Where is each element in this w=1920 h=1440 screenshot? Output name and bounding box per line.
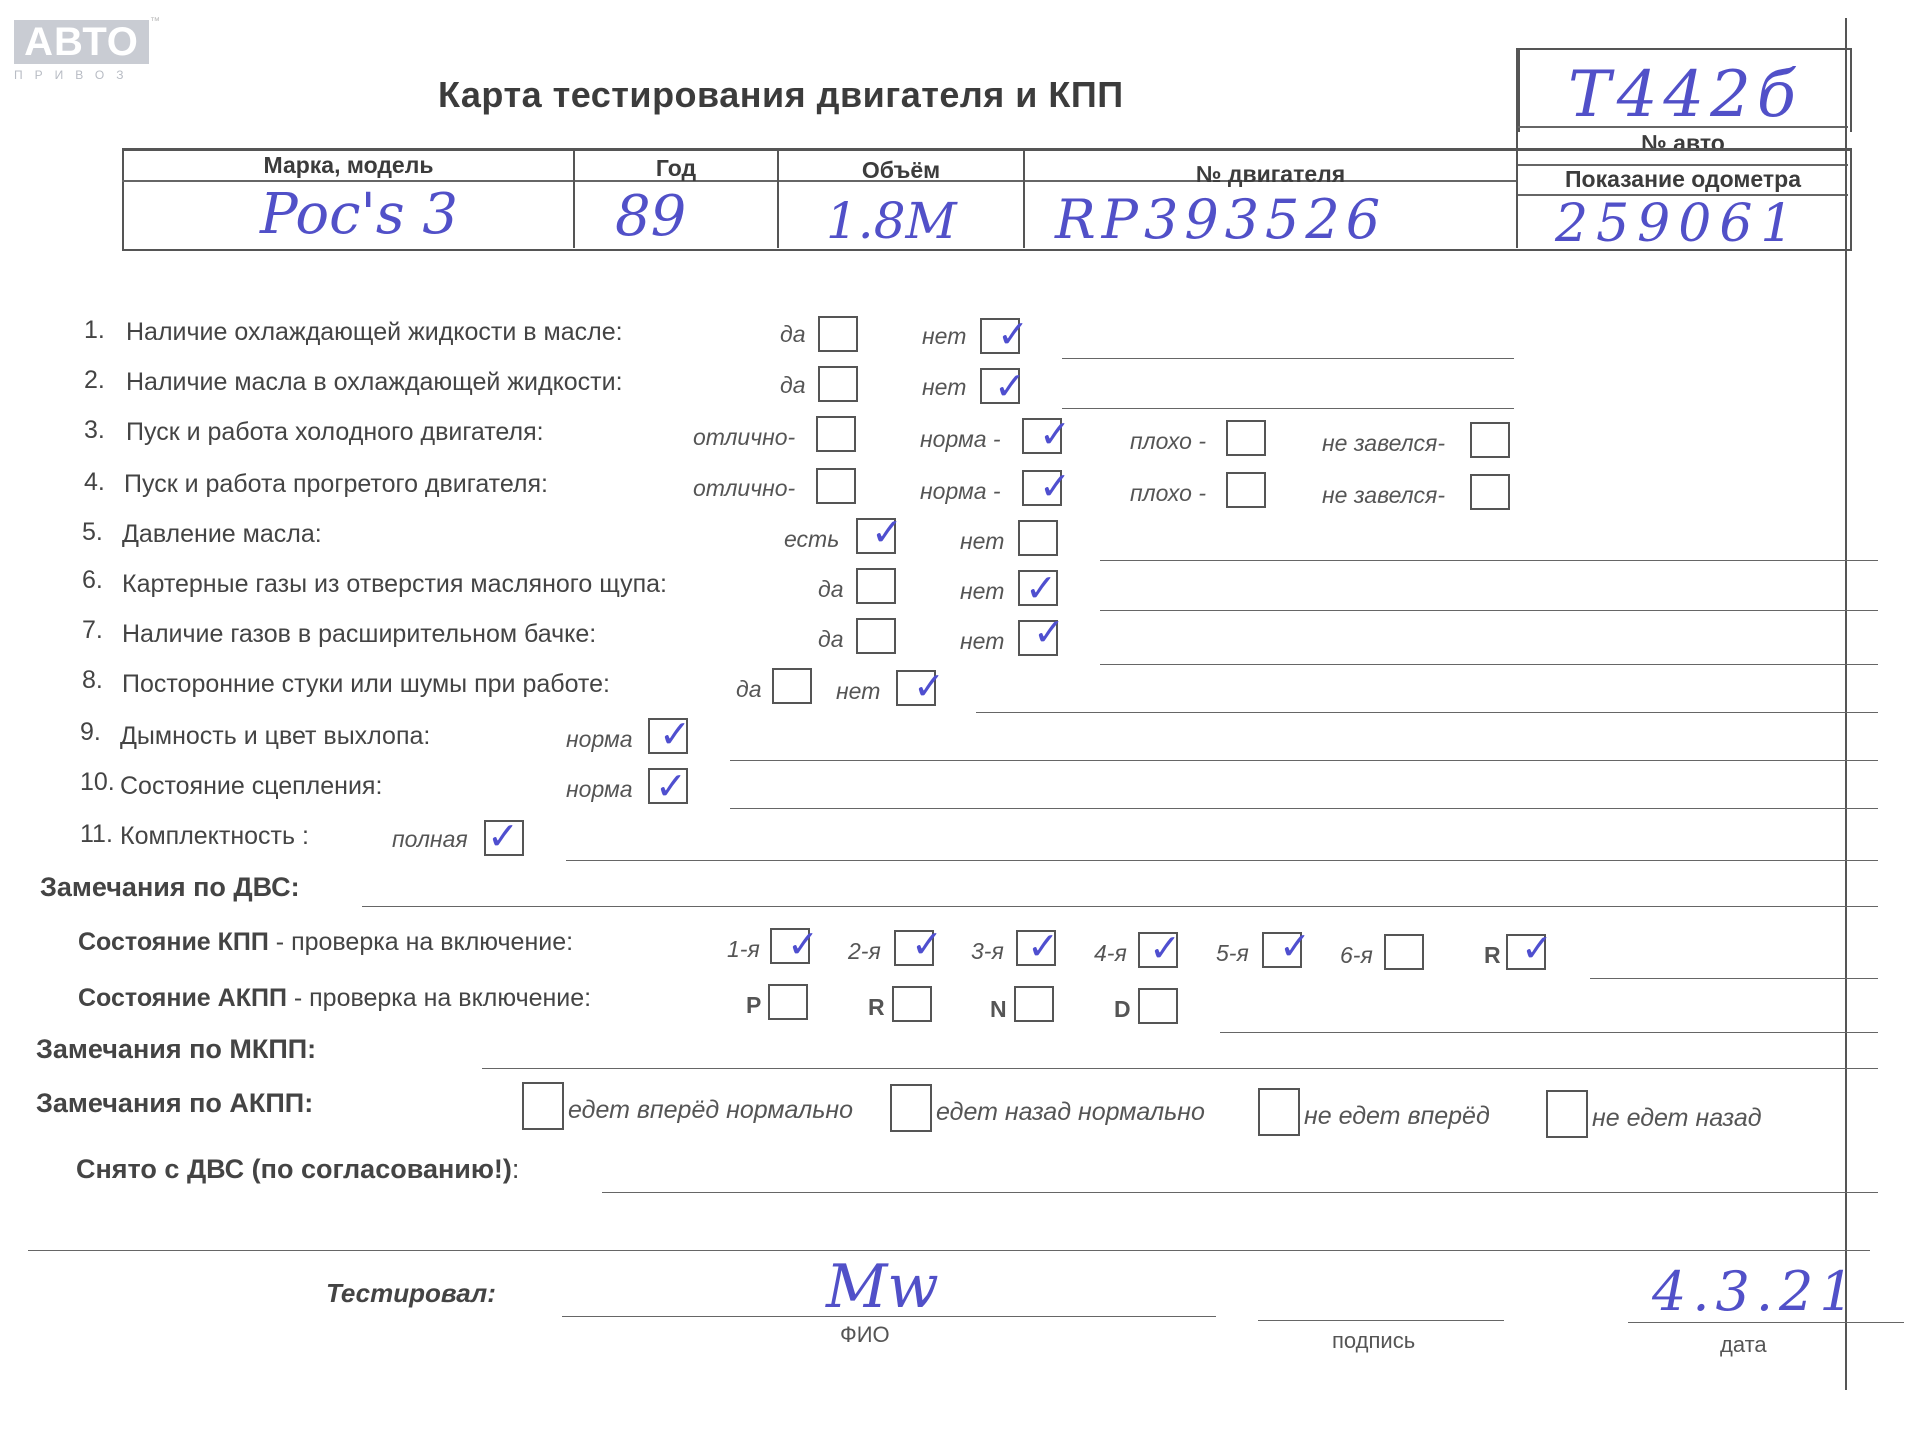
fio-label: ФИО (840, 1322, 890, 1347)
check-mark: ✓ (1033, 610, 1065, 654)
item-label-10: Состояние сцепления: (120, 772, 383, 800)
mkpp-remarks-line (482, 1068, 1878, 1069)
logo-subtitle: ПРИВОЗ (14, 68, 136, 82)
checkbox-mode-r[interactable] (892, 986, 932, 1022)
separator-line (28, 1250, 1870, 1251)
date-line (1628, 1322, 1904, 1323)
remark-line (730, 808, 1878, 809)
option-label: плохо - (1130, 480, 1206, 506)
item-label-4: Пуск и работа прогретого двигателя: (124, 470, 548, 498)
gear-label: 5-я (1216, 940, 1249, 966)
option-label: не завелся- (1322, 430, 1446, 456)
fio-line (562, 1316, 1216, 1317)
checkbox-8-yes[interactable] (772, 668, 812, 704)
checkbox-4-excellent[interactable] (816, 468, 856, 504)
value-model: Poc's 3 (260, 182, 459, 247)
remark-line (1062, 408, 1514, 409)
option-label: есть (784, 526, 840, 552)
option-label: нет (960, 528, 1005, 554)
mode-label: D (1114, 996, 1131, 1022)
checkbox-4-bad[interactable] (1226, 472, 1266, 508)
akpp-check-label (78, 984, 591, 1013)
remark-line (1100, 664, 1878, 665)
check-mark: ✓ (1279, 924, 1311, 968)
remark-line (730, 760, 1878, 761)
kpp-check-label (78, 928, 573, 957)
option-label: не завелся- (1322, 482, 1446, 508)
option-label: да (818, 576, 844, 602)
item-number: 5. (82, 518, 103, 546)
mkpp-remarks-label: Замечания по МКПП: (36, 1034, 317, 1064)
check-mark: ✓ (1521, 926, 1553, 970)
gear-label: 6-я (1340, 942, 1373, 968)
item-number: 8. (82, 666, 103, 694)
car-number-value: Т442б (1568, 58, 1802, 132)
option-label: норма (566, 726, 633, 752)
option-label: да (736, 676, 762, 702)
kpp-remark-line (1590, 978, 1878, 979)
checkbox-akpp-forward-ok[interactable] (522, 1082, 564, 1130)
value-year: 89 (615, 184, 687, 249)
item-number: 1. (84, 316, 105, 344)
removed-label (76, 1154, 519, 1185)
akpp-option-label: едет вперёд нормально (568, 1096, 854, 1124)
item-label-5: Давление масла: (122, 520, 322, 548)
kpp-rest: - проверка на включение: (268, 928, 574, 956)
mode-label: P (746, 992, 762, 1018)
checkbox-mode-d[interactable] (1138, 988, 1178, 1024)
mode-label: N (990, 996, 1007, 1022)
value-engine-number: RP393526 (1055, 188, 1387, 251)
item-label-3: Пуск и работа холодного двигателя: (126, 418, 544, 446)
checkbox-5-no[interactable] (1018, 520, 1058, 556)
checkbox-mode-n[interactable] (1014, 986, 1054, 1022)
removed-rest: (по согласованию!) (244, 1154, 512, 1184)
gear-label: 3-я (971, 938, 1004, 964)
check-mark: ✓ (1149, 926, 1181, 970)
check-mark: ✓ (913, 664, 945, 708)
remark-line (566, 860, 1878, 861)
option-label: нет (922, 323, 967, 349)
item-label-2: Наличие масла в охлаждающей жидкости: (126, 368, 623, 396)
checkbox-akpp-back-ok[interactable] (890, 1084, 932, 1132)
checkbox-3-excellent[interactable] (816, 416, 856, 452)
check-mark: ✓ (997, 312, 1029, 356)
removed-line (602, 1192, 1878, 1193)
checkbox-1-yes[interactable] (818, 316, 858, 352)
option-label: нет (836, 678, 881, 704)
item-number: 11. (80, 820, 113, 848)
option-label: норма (566, 776, 633, 802)
header-engine-number: № двигателя (1195, 161, 1346, 187)
check-mark: ✓ (1025, 566, 1057, 610)
date-label: дата (1720, 1332, 1767, 1357)
check-mark: ✓ (787, 922, 819, 966)
check-mark: ✓ (659, 712, 691, 756)
checkbox-gear-6[interactable] (1384, 934, 1424, 970)
checkbox-mode-p[interactable] (768, 984, 808, 1020)
signature-line (1258, 1320, 1504, 1321)
gear-label: 1-я (727, 936, 760, 962)
remark-line (976, 712, 1878, 713)
date-value: 4.3.21 (1652, 1260, 1860, 1323)
mode-label: R (868, 994, 885, 1020)
akpp-option-label: не едет вперёд (1304, 1102, 1490, 1130)
option-label: отлично- (693, 424, 796, 450)
value-odometer: 259061 (1555, 194, 1802, 254)
gear-label: R (1484, 942, 1501, 968)
gear-label: 2-я (848, 938, 881, 964)
kpp-title: Состояние КПП (78, 928, 269, 956)
item-label-6: Картерные газы из отверстия масляного щупа: (122, 570, 667, 598)
car-number-label: № авто (1641, 130, 1725, 156)
item-number: 3. (84, 416, 105, 444)
check-mark: ✓ (911, 922, 943, 966)
akpp-option-label: не едет назад (1592, 1104, 1762, 1132)
item-number: 7. (82, 616, 103, 644)
dvs-remarks-line (362, 906, 1878, 907)
signature-value: Мw (826, 1252, 939, 1322)
check-mark: ✓ (1039, 464, 1071, 508)
check-mark: ✓ (1027, 924, 1059, 968)
check-mark: ✓ (994, 364, 1026, 408)
option-label: да (818, 626, 844, 652)
remark-line (1100, 610, 1878, 611)
item-label-7: Наличие газов в расширительном бачке: (122, 620, 597, 648)
check-mark: ✓ (655, 764, 687, 808)
akpp-title: Состояние АКПП (78, 984, 287, 1012)
gear-label: 4-я (1094, 940, 1127, 966)
tested-by-label: Тестировал: (326, 1278, 496, 1308)
item-number: 10. (80, 768, 115, 796)
check-mark: ✓ (871, 510, 903, 554)
checkbox-4-no-start[interactable] (1470, 474, 1510, 510)
logo: АВТО (14, 20, 149, 64)
option-label: нет (960, 628, 1005, 654)
item-number: 4. (84, 468, 105, 496)
check-mark: ✓ (1039, 412, 1071, 456)
akpp-remarks-label: Замечания по АКПП: (36, 1088, 314, 1118)
value-volume: 1.8М (826, 192, 957, 250)
option-label: норма - (920, 426, 1001, 452)
checkbox-3-no-start[interactable] (1470, 422, 1510, 458)
remark-line (1100, 560, 1878, 561)
signature-label: подпись (1332, 1328, 1416, 1353)
checkbox-2-yes[interactable] (818, 366, 858, 402)
akpp-option-label: едет назад нормально (936, 1098, 1205, 1126)
option-label: норма - (920, 478, 1001, 504)
dvs-remarks-label: Замечания по ДВС: (40, 872, 300, 902)
akpp-remark-line (1220, 1032, 1878, 1033)
check-mark: ✓ (487, 814, 519, 858)
item-label-11: Комплектность : (120, 822, 309, 850)
item-label-1: Наличие охлаждающей жидкости в масле: (126, 318, 623, 346)
removed-end: : (511, 1154, 520, 1184)
header-odometer: Показание одометра (1565, 166, 1801, 192)
option-label: да (780, 372, 806, 398)
page-title: Карта тестирования двигателя и КПП (438, 74, 1124, 115)
header-volume: Объём (861, 157, 941, 183)
option-label: нет (960, 578, 1005, 604)
item-number: 2. (84, 366, 105, 394)
option-label: плохо - (1130, 428, 1206, 454)
item-label-8: Посторонние стуки или шумы при работе: (122, 670, 610, 698)
checkbox-7-yes[interactable] (856, 618, 896, 654)
option-label: отлично- (693, 475, 796, 501)
removed-bold: Снято с ДВС (76, 1154, 245, 1184)
header-year: Год (655, 155, 697, 181)
item-number: 9. (80, 718, 101, 746)
checkbox-3-bad[interactable] (1226, 420, 1266, 456)
option-label: полная (392, 826, 468, 852)
checkbox-akpp-no-back[interactable] (1546, 1090, 1588, 1138)
checkbox-akpp-no-forward[interactable] (1258, 1088, 1300, 1136)
remark-line (1062, 358, 1514, 359)
header-model: Марка, модель (263, 152, 434, 178)
checkbox-6-yes[interactable] (856, 568, 896, 604)
akpp-rest: - проверка на включение: (286, 984, 592, 1012)
logo-trademark: ™ (150, 16, 160, 27)
item-number: 6. (82, 566, 103, 594)
option-label: да (780, 321, 806, 347)
item-label-9: Дымность и цвет выхлопа: (120, 722, 431, 750)
option-label: нет (922, 374, 967, 400)
